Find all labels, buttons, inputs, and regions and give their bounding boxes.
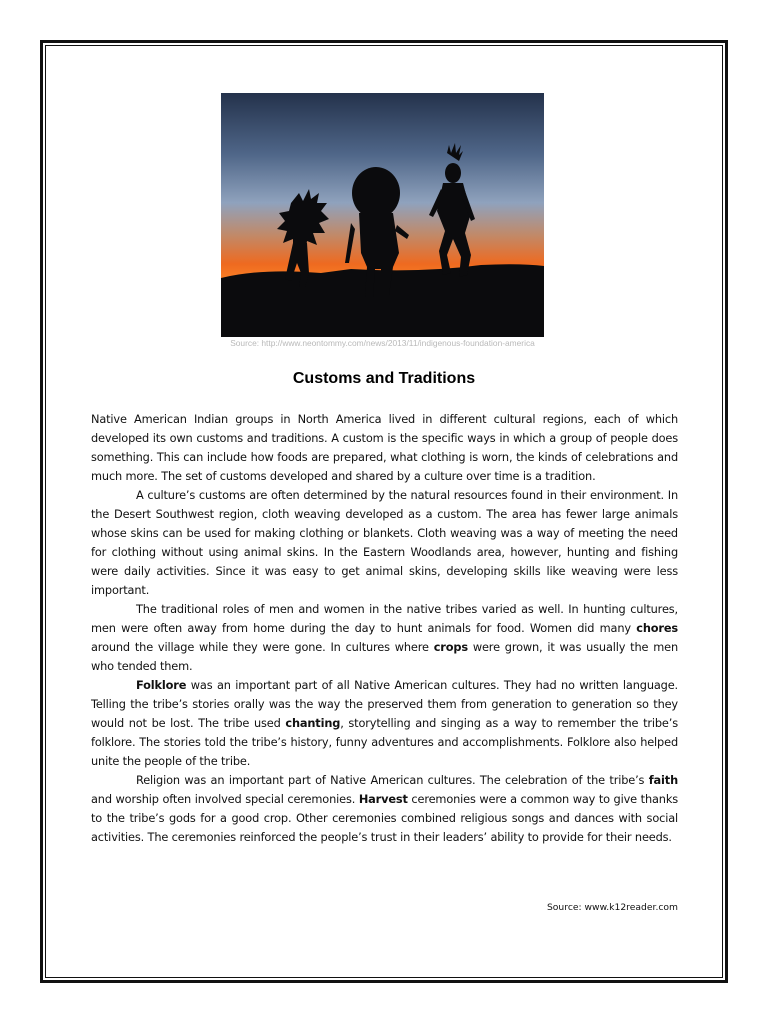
paragraph-text: and worship often involved special ceremonies. xyxy=(91,792,359,806)
paragraph-text: Religion was an important part of Native American cultures. The celebration of the tribe’s xyxy=(136,773,649,787)
paragraph-text: were grown, it was usually the men who tended them. xyxy=(91,640,678,673)
paragraph-text: was an important part of all Native American cultures. They had no written language. Telling the tribe’s stories orally was the way the preserved them from generation to generation so they would not be lost. The tribe used xyxy=(91,678,678,730)
bold-keyword: Folklore xyxy=(136,678,187,692)
source-credit: Source: www.k12reader.com xyxy=(546,902,678,913)
bold-keyword: crops xyxy=(433,640,468,654)
paragraph-text: ceremonies were a common way to give thanks to the tribe’s gods for a good crop. Other ceremonies combined religious songs and dances with social activities. The ceremonies reinforced the people’s trust in their leaders’ ability to provide for their needs. xyxy=(91,792,679,844)
article-body xyxy=(91,410,678,847)
paragraph-text: The traditional roles of men and women in the native tribes varied as well. In hunting cultures, men were often away from home during the day to hunt animals for food. Women did many xyxy=(91,602,678,635)
dancers-silhouette-image xyxy=(221,93,544,337)
paragraph-2 xyxy=(91,486,678,600)
paragraph-3 xyxy=(91,600,678,676)
paragraph-5 xyxy=(91,771,678,847)
page-title: Customs and Traditions xyxy=(292,370,476,387)
photo-source-caption: Source: http://www.neontommy.com/news/2013/11/indigenous-foundation-america xyxy=(230,338,535,348)
paragraph-text: A culture’s customs are often determined by the natural resources found in their environment. In the Desert Southwest region, cloth weaving developed as a custom. The area has fewer large animals whose skins can be used for making clothing or blankets. Cloth weaving was a way of meeting the need for clothing without using animal skins. In the Eastern Woodlands area, however, hunting and fishing were daily activities. Since it was easy to get animal skins, developing skills like weaving were less important. xyxy=(91,488,678,597)
bold-keyword: faith xyxy=(648,773,678,787)
paragraph-text: , storytelling and singing as a way to remember the tribe’s folklore. The stories told the tribe’s history, funny adventures and accomplishments. Folklore also helped unite the people of the tribe. xyxy=(91,716,678,768)
paragraph-text: Native American Indian groups in North America lived in different cultural regions, each of which developed its own customs and traditions. A custom is the specific ways in which a group of people does something. This can include how foods are prepared, what clothing is worn, the kinds of celebrations and much more. The set of customs developed and shared by a culture over time is a tradition. xyxy=(91,412,678,483)
dancers-photo xyxy=(221,93,544,337)
bold-keyword: chanting xyxy=(285,716,341,730)
paragraph-1 xyxy=(91,410,678,486)
paragraph-text: around the village while they were gone. In cultures where xyxy=(91,640,434,654)
bold-keyword: Harvest xyxy=(358,792,408,806)
bold-keyword: chores xyxy=(636,621,678,635)
paragraph-4 xyxy=(91,676,678,771)
